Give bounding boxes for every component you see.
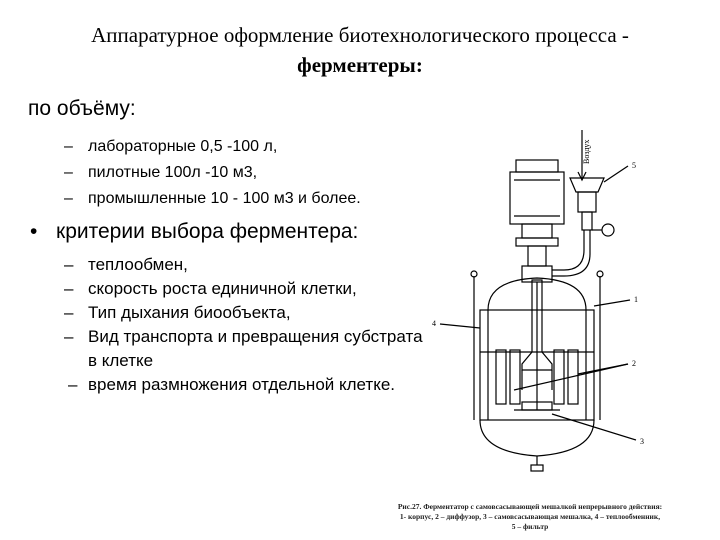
criteria-heading-row <box>30 218 358 246</box>
list-item: – теплообмен, <box>64 253 424 277</box>
criteria-heading: критерии выбора ферментера: <box>56 220 359 243</box>
caption-line-3: 5 – фильтр <box>511 522 549 531</box>
volume-heading: по объёму: <box>28 97 136 120</box>
slide-title <box>20 20 700 80</box>
fermenter-diagram <box>418 120 698 500</box>
list-item: – скорость роста единичной клетки, <box>64 277 424 301</box>
list-item: – лабораторные 0,5 -100 л, <box>64 134 361 160</box>
callout-label: 5 <box>632 161 636 170</box>
callout-label: 2 <box>632 359 636 368</box>
coupling <box>528 246 546 266</box>
list-item: – время размножения отдельной клетке. <box>64 373 424 397</box>
list-item: – промышленные 10 - 100 м3 и более. <box>64 186 361 212</box>
figure-caption <box>370 502 690 532</box>
vessel-bottom <box>480 420 594 456</box>
list-item: – пилотные 100л -10 м3, <box>64 160 361 186</box>
list-item: – Вид транспорта и превращения субстрата в клетке <box>64 325 424 373</box>
volume-list <box>64 134 361 212</box>
bullet-icon: • <box>30 220 38 243</box>
air-label: Воздух <box>582 139 591 164</box>
title-line-2: ферментеры: <box>297 53 423 77</box>
caption-line-2: 1- корпус, 2 – диффузор, 3 – самовсасывающая мешалка, 4 – теплообменник, <box>399 512 661 521</box>
list-item: – Тип дыхания биообъекта, <box>64 301 424 325</box>
callout-label: 3 <box>640 437 644 446</box>
title-line-1: Аппаратурное оформление биотехнологического процесса - <box>91 23 629 47</box>
criteria-list <box>64 253 424 401</box>
callout-label: 1 <box>634 295 638 304</box>
filter <box>570 178 604 192</box>
motor-cap <box>516 160 558 172</box>
caption-line-1: Рис.27. Ферментатор с самовсасывающей мешалкой непрерывного действия: <box>397 502 663 511</box>
callout-label: 4 <box>432 319 436 328</box>
